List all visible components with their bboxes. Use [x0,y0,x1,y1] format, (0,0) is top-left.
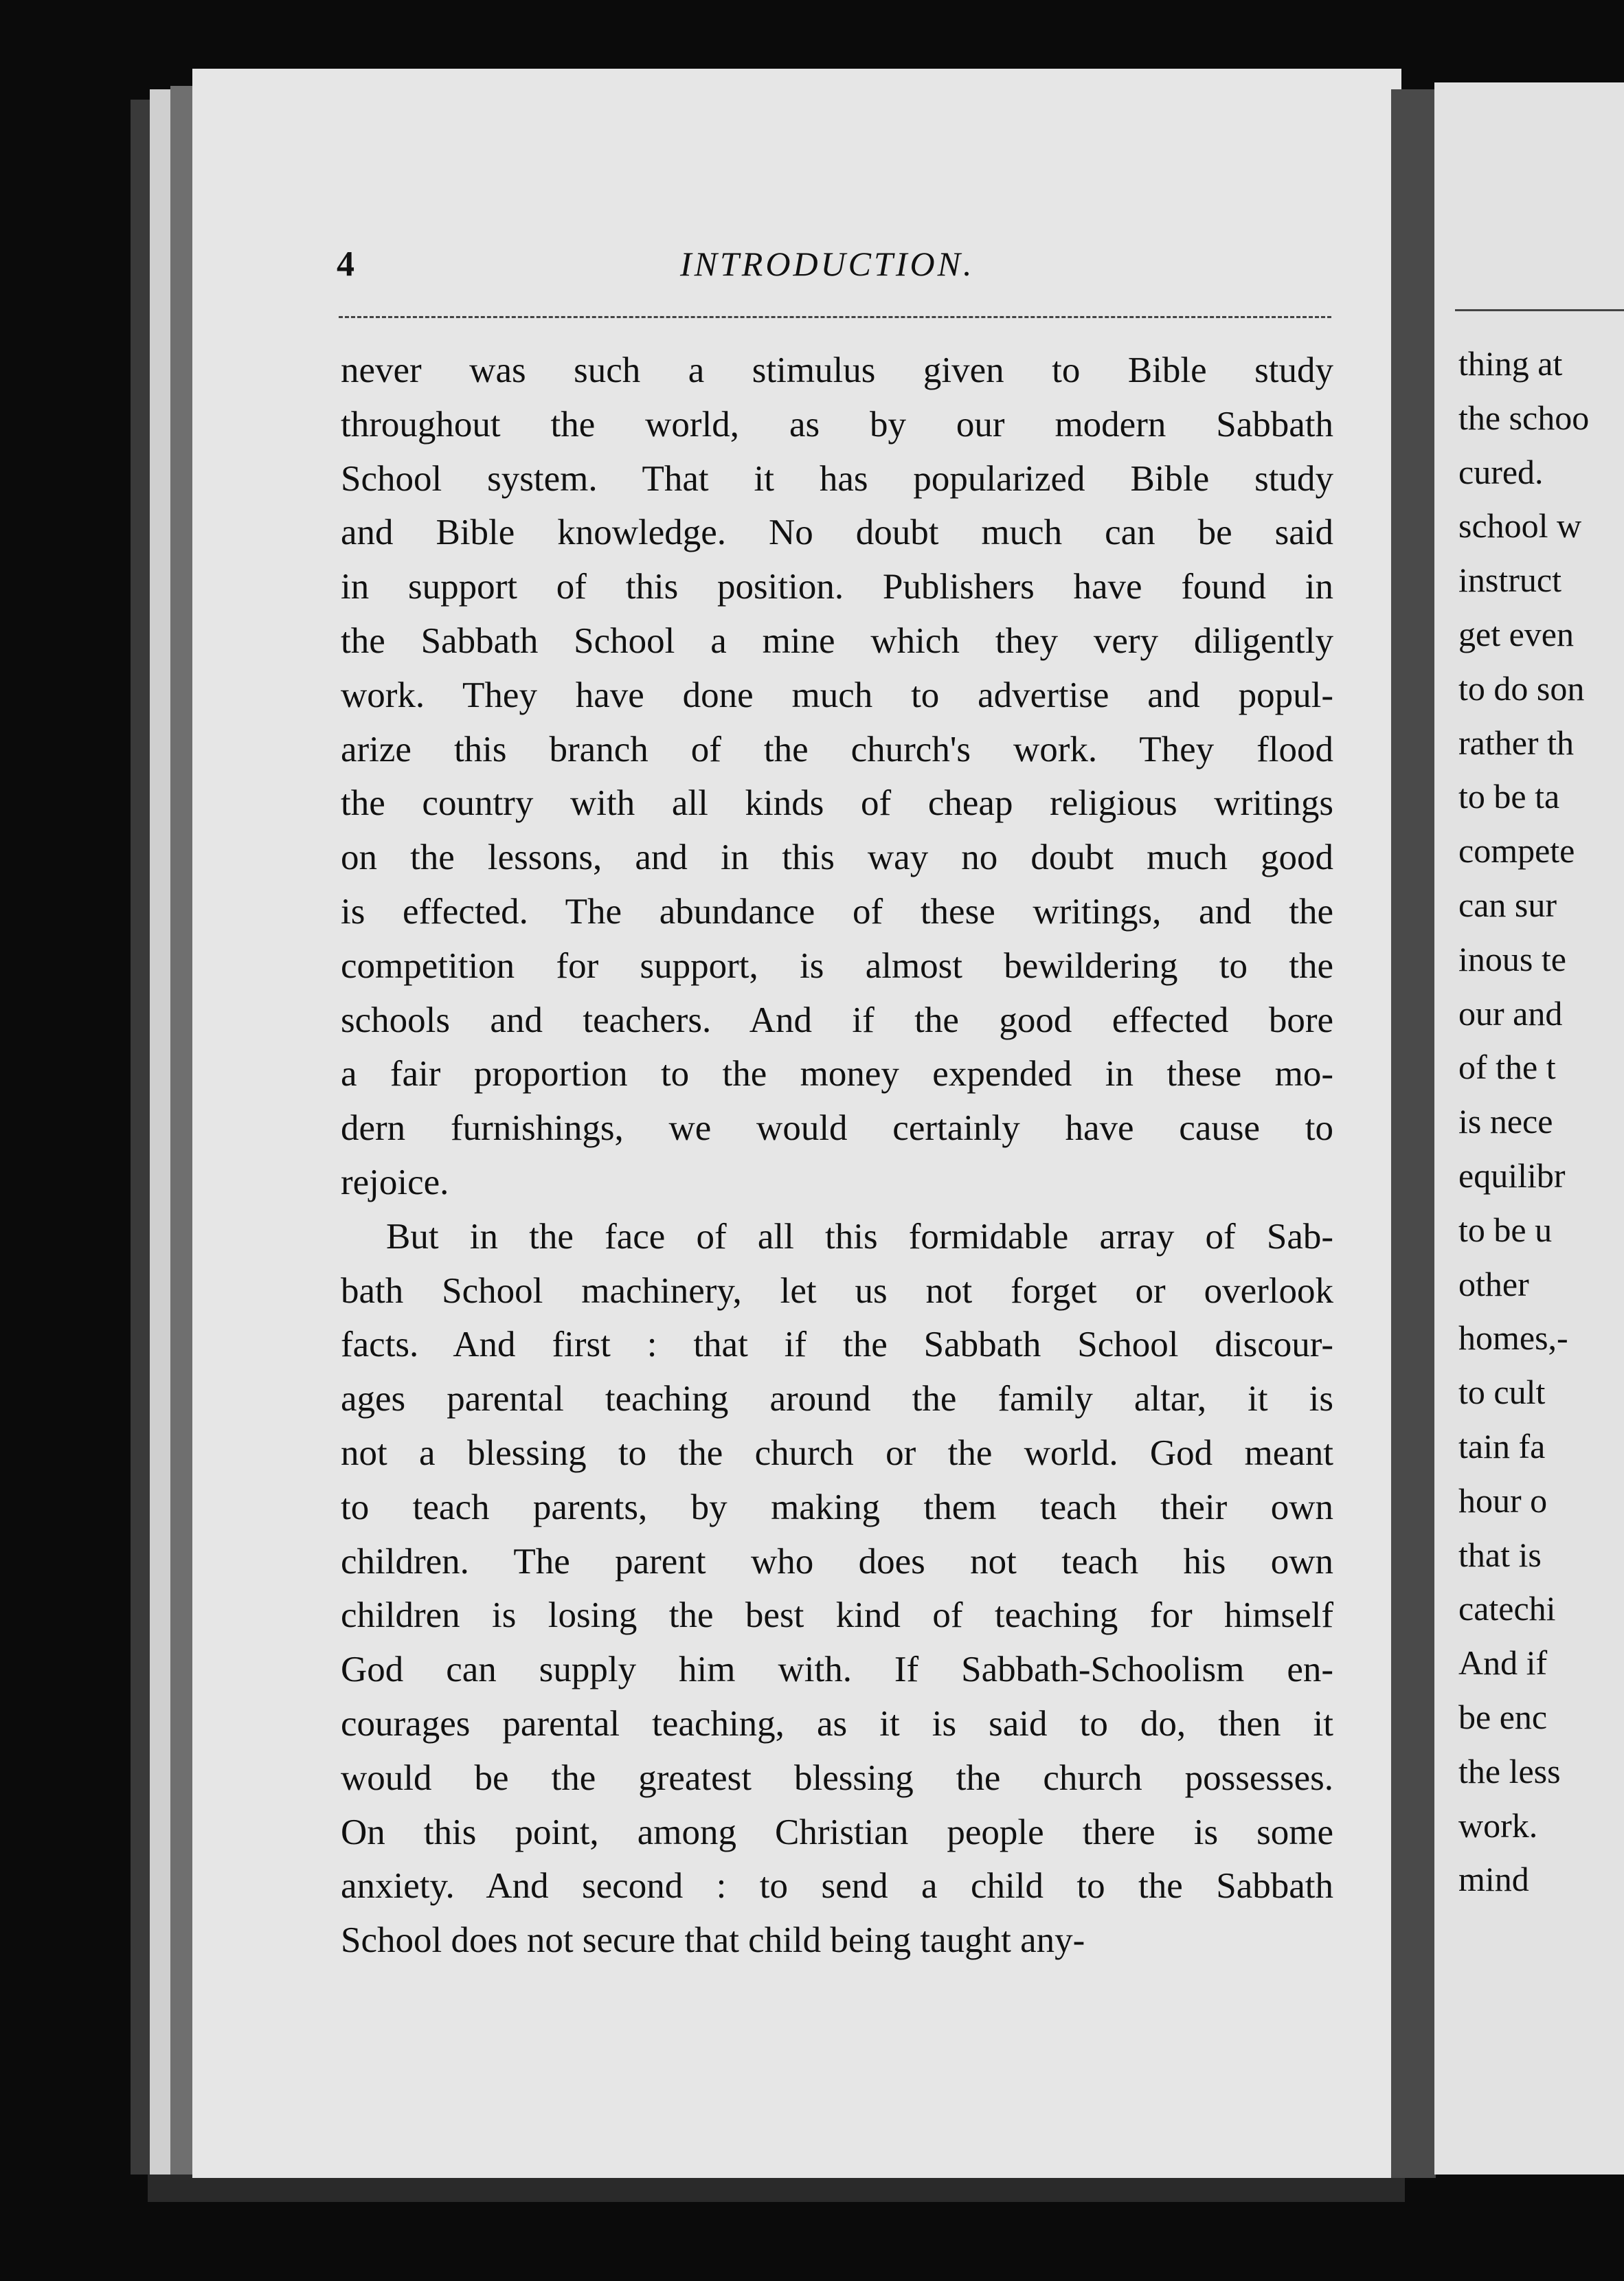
right-text-line: catechi [1458,1589,1556,1628]
right-page [1434,82,1624,2175]
text-line: School does not secure that child being taught any- [341,1920,1085,1961]
text-line: on the lessons, and in this way no doubt much good [341,838,1333,878]
text-line: in support of this position. Publishers have found in [341,567,1333,607]
right-text-line: to do son [1458,668,1585,708]
right-text-line: to be u [1458,1210,1553,1249]
text-line: School system. That it has popularized Bible study [341,458,1333,499]
text-line: throughout the world, as by our modern Sabbath [341,404,1333,445]
text-line: facts. And first : that if the Sabbath School discour- [341,1325,1333,1365]
right-text-line: mind [1458,1860,1529,1899]
right-text-line: thing at [1458,344,1563,383]
right-text-line: get even [1458,614,1574,653]
text-line: On this point, among Christian people there is some [341,1812,1333,1852]
paragraph [341,344,1333,1210]
right-page-text [1458,337,1624,1907]
text-line: courages parental teaching, as it is said to do, then it [341,1703,1333,1744]
right-text-line: cured. [1458,452,1544,491]
right-text-line: that is [1458,1535,1542,1574]
book-bottom-shadow [148,2175,1405,2202]
right-text-line: is nece [1458,1102,1553,1141]
page-number: 4 [337,245,354,284]
text-line: children is losing the best kind of teaching for himself [341,1595,1333,1636]
right-text-line: tain fa [1458,1426,1546,1465]
text-line: schools and teachers. And if the good effected bore [341,1000,1333,1040]
book-edge-shadow [170,86,194,2188]
right-text-line: other [1458,1264,1529,1303]
text-line: bath School machinery, let us not forget or overlook [341,1270,1333,1311]
right-text-line: of the t [1458,1048,1556,1087]
right-text-line: equilibr [1458,1156,1566,1195]
right-text-line: work. [1458,1806,1538,1845]
right-text-line: be enc [1458,1697,1548,1736]
text-line: not a blessing to the church or the world. God meant [341,1432,1333,1473]
book-edge-pages [150,89,170,2178]
body-text [341,344,1333,1968]
right-text-line: And if [1458,1643,1548,1683]
right-header-rule [1455,309,1624,311]
right-text-line: homes,- [1458,1318,1568,1358]
right-text-line: to cult [1458,1373,1546,1412]
right-text-line: compete [1458,831,1575,870]
text-line: dern furnishings, we would certainly have cause to [341,1108,1333,1149]
right-text-line: school w [1458,506,1582,546]
text-line: children. The parent who does not teach his own [341,1541,1333,1582]
right-text-line: inous te [1458,939,1566,978]
right-text-line: can sur [1458,885,1557,924]
text-line: God can supply him with. If Sabbath-Schoolism en- [341,1650,1333,1690]
right-text-line: the less [1458,1751,1561,1790]
text-line: the Sabbath School a mine which they very diligently [341,620,1333,661]
book-edge-dark [131,100,150,2175]
text-line: would be the greatest blessing the church possesses. [341,1757,1333,1798]
text-line: is effected. The abundance of these writings, and the [341,891,1333,932]
right-text-line: instruct [1458,561,1561,600]
text-line: and Bible knowledge. No doubt much can be said [341,513,1333,553]
text-line: work. They have done much to advertise and popul- [341,675,1333,715]
text-line: anxiety. And second : to send a child to the Sabbath [341,1866,1333,1907]
running-title: INTRODUCTION. [680,245,975,283]
right-text-line: hour o [1458,1481,1548,1520]
right-text-line: our and [1458,993,1563,1033]
text-line: ages parental teaching around the family altar, it is [341,1379,1333,1419]
text-line: to teach parents, by making them teach their own [341,1487,1333,1527]
right-text-line: the schoo [1458,398,1590,437]
right-text-line: to be ta [1458,777,1560,816]
text-line: the country with all kinds of cheap religious writings [341,783,1333,824]
book-gutter [1391,89,1436,2178]
header-rule [339,316,1331,320]
text-line: rejoice. [341,1162,449,1202]
page-header [337,244,1333,292]
text-line: a fair proportion to the money expended in these mo- [341,1054,1333,1094]
text-line: arize this branch of the church's work. They flood [341,729,1333,769]
text-line: But in the face of all this formidable array of Sab- [386,1216,1333,1257]
text-line: competition for support, is almost bewildering to the [341,945,1333,986]
text-line: never was such a stimulus given to Bible study [341,350,1333,390]
right-text-line: rather th [1458,723,1574,762]
paragraph [341,1210,1333,1968]
